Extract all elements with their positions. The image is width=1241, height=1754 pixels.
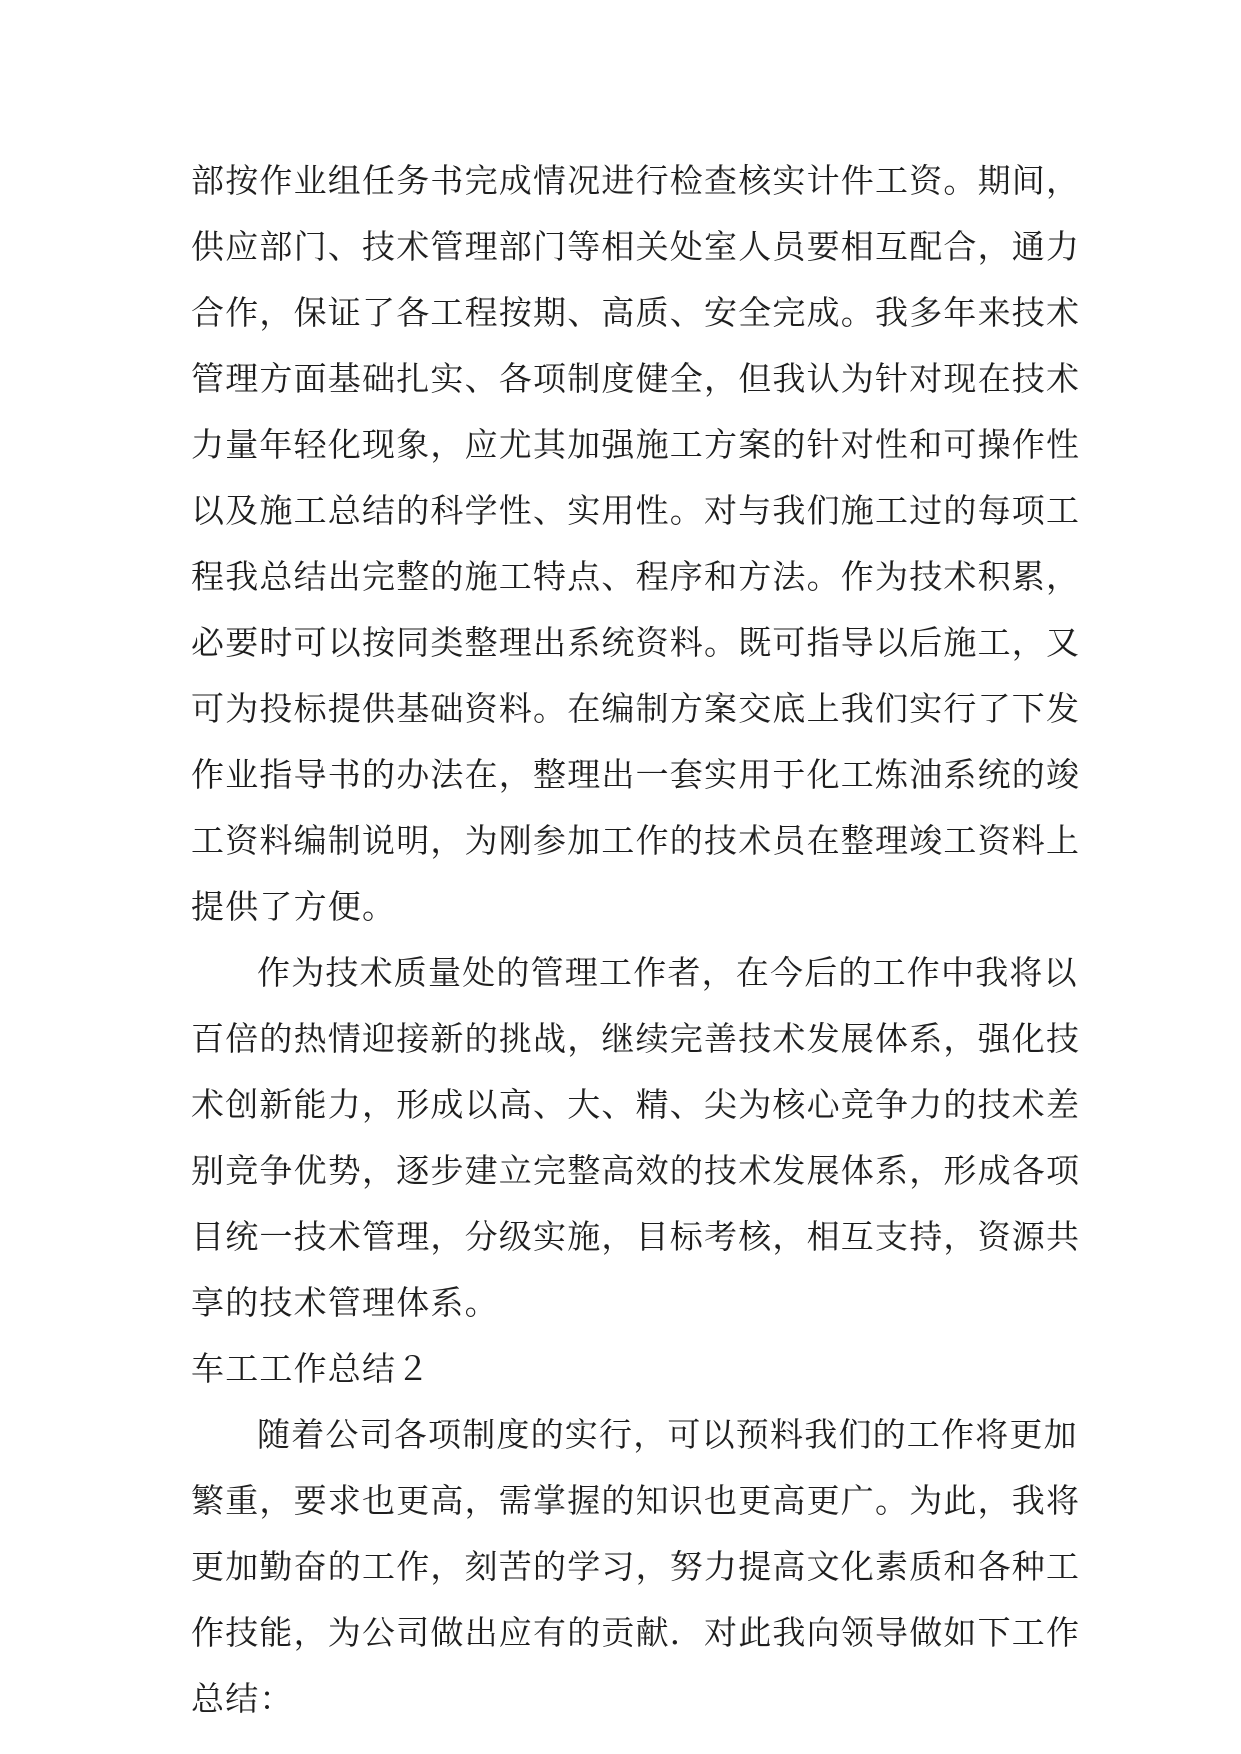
text-line: 程我总结出完整的施工特点、程序和方法。作为技术积累， — [191, 557, 1081, 596]
text-line: 作为技术质量处的管理工作者，在今后的工作中我将以 — [257, 953, 1078, 992]
text-line: 部按作业组任务书完成情况进行检查核实计件工资。期间， — [191, 161, 1081, 200]
text-line: 目统一技术管理，分级实施，目标考核，相互支持，资源共 — [191, 1217, 1081, 1256]
text-line: 百倍的热情迎接新的挑战，继续完善技术发展体系，强化技 — [191, 1019, 1081, 1058]
text-line: 作业指导书的办法在，整理出一套实用于化工炼油系统的竣 — [191, 755, 1081, 794]
document-body — [191, 148, 1081, 1732]
paragraph-future-work — [191, 940, 1081, 1336]
text-line: 可为投标提供基础资料。在编制方案交底上我们实行了下发 — [191, 689, 1081, 728]
text-line: 享的技术管理体系。 — [191, 1283, 499, 1322]
text-line: 力量年轻化现象，应尤其加强施工方案的针对性和可操作性 — [191, 425, 1081, 464]
text-line: 随着公司各项制度的实行，可以预料我们的工作将更加 — [257, 1415, 1078, 1454]
section-heading: 车工工作总结２ — [191, 1349, 431, 1388]
text-line: 提供了方便。 — [191, 887, 397, 926]
text-line: 繁重，要求也更高，需掌握的知识也更高更广。为此，我将 — [191, 1481, 1081, 1520]
text-line: 工资料编制说明，为刚参加工作的技术员在整理竣工资料上 — [191, 821, 1081, 860]
paragraph-continuation — [191, 148, 1081, 940]
text-line: 合作，保证了各工程按期、高质、安全完成。我多年来技术 — [191, 293, 1081, 332]
text-line: 别竞争优势，逐步建立完整高效的技术发展体系，形成各项 — [191, 1151, 1081, 1190]
text-line: 作技能，为公司做出应有的贡献．对此我向领导做如下工作 — [191, 1613, 1081, 1652]
paragraph-summary-intro — [191, 1402, 1081, 1732]
text-line: 以及施工总结的科学性、实用性。对与我们施工过的每项工 — [191, 491, 1081, 530]
text-line: 必要时可以按同类整理出系统资料。既可指导以后施工，又 — [191, 623, 1081, 662]
text-line: 术创新能力，形成以高、大、精、尖为核心竞争力的技术差 — [191, 1085, 1081, 1124]
text-line: 更加勤奋的工作，刻苦的学习，努力提高文化素质和各种工 — [191, 1547, 1081, 1586]
text-line: 供应部门、技术管理部门等相关处室人员要相互配合，通力 — [191, 227, 1081, 266]
text-line: 管理方面基础扎实、各项制度健全，但我认为针对现在技术 — [191, 359, 1081, 398]
text-line: 总结： — [191, 1679, 294, 1718]
